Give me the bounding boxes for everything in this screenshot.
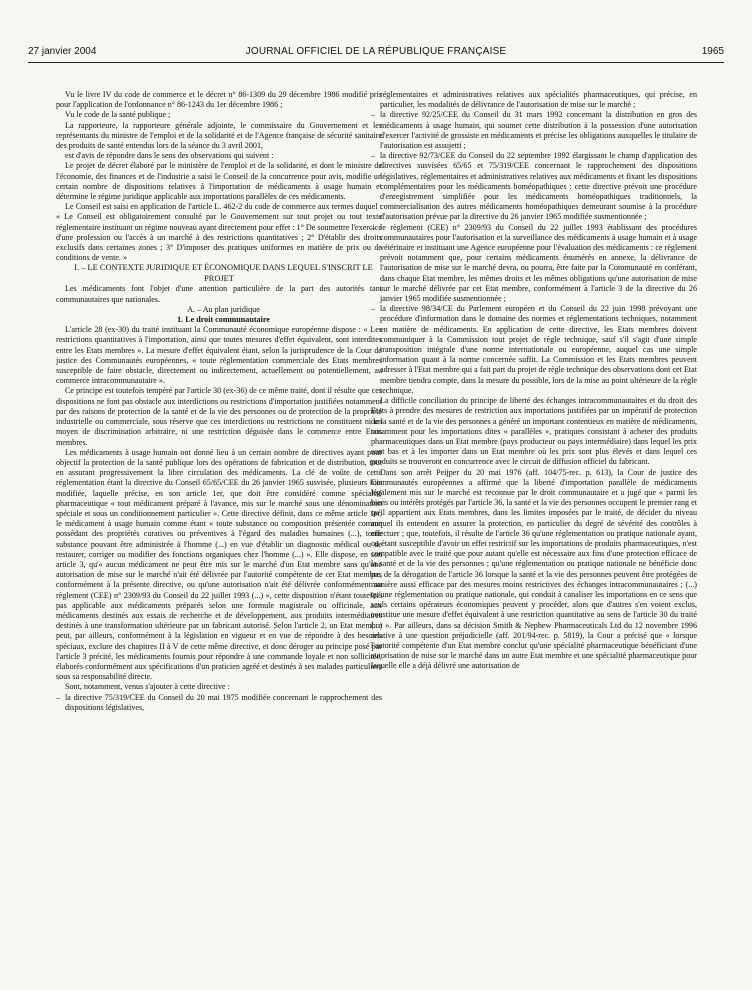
paragraph: Dans son arrêt Peijper du 20 mai 1976 (aff. 104/75-rec. p. 613), la Cour de justice des Communautés européennes a affirmé que la liberté d'importation parallèle de médicaments légalement mis sur le marché est reconnue par le droit communautaire et a jugé que « parmi les biens ou intérêts protégés par l'article 36, la santé et la vie des personnes occupent le premier rang et qu'il appartient aux Etats membres, dans les limites imposées par le traité, de décider du niveau auquel ils entendent en assurer la protection, en particulier du degré de sévérité des contrôles à effectuer ; que, toutefois, il résulte de l'article 36 qu'une réglementation ou pratique nationale ayant, ou étant susceptible d'avoir un effet restrictif sur les importations de produits pharmaceutiques, n'est compatible avec le traité que pour autant qu'elle est nécessaire aux fins d'une protection efficace de la santé et de la vie des personnes ; qu'une réglementation ou pratique nationale ne bénéficie donc pas de la dérogation de l'article 36 lorsque la santé et la vie des personnes peuvent être protégées de manière aussi efficace par des mesures moins restrictives des échanges intracommunautaires ; (...) qu'une réglementation ou pratique nationale, qui conduit à canaliser les importations en ce sens que seuls certains opérateurs économiques peuvent y procéder, alors que d'autres s'en voient exclus, constitue une mesure d'effet équivalent à une restriction quantitative au sens de l'article 30 du traité (...) ». Par ailleurs, dans sa décision Smith & Nephew Pharmaceuticals Ltd du 12 novembre 1996 relative à une question préjudicielle (aff. 201/94-rec. p. 5819), la Cour a précisé que « lorsque l'autorité compétente d'un Etat membre conclut qu'une spécialité pharmaceutique bénéficiant d'une autorisation de mise sur le marché dans un autre Etat membre et une spécialité pharmaceutique pour laquelle elle a déjà délivré une autorisation de	[371, 467, 697, 671]
list-item: – la directive 92/73/CEE du Conseil du 22 septembre 1992 élargissant le champ d'application des directives susvisées 65/65 et 75/319/CEE concernant le rapprochement des dispositions législatives, réglementaires et administratives relatives aux médicaments et fixant les dispositions complémentaires pour les médicaments homéopathiques : cette directive prévoit une procédure d'enregistrement simplifiée pour les médicaments homéopathiques traditionnels, la commercialisation des autres médicaments homéopathiques demeurant soumise à la procédure d'autorisation prévue par la directive du 26 janvier 1965 modifiée susmentionnée ;	[371, 151, 697, 222]
paragraph-continuation: réglementaires et administratives relatives aux spécialités pharmaceutiques, qui précise, en particulier, les modalités de délivrance de l'autorisation de mise sur le marché ;	[380, 90, 697, 110]
page-header	[28, 46, 724, 63]
header-date: 27 janvier 2004	[28, 46, 97, 57]
paragraph: La difficile conciliation du principe de liberté des échanges intracommunautaires et du droit des Etats à prendre des mesures de restriction aux importations justifiées par un impératif de protection de la santé et de la vie des personnes a généré un important contentieux en matière de médicaments, notamment pour les importations dites « parallèles », pratiques consistant à acheter des produits pharmaceutiques dans un Etat membre (pays producteur ou pays intermédiaire) dans lequel les prix sont bas et à les importer dans un Etat membre où les prix sont plus élevés et dans lequel ces produits se trouveront en concurrence avec le circuit de diffusion officiel du fabricant.	[371, 396, 697, 467]
paragraph: La rapporteure, la rapporteure générale adjointe, le commissaire du Gouvernement et les représentants du ministre de l'emploi et de la solidarité et de l'Agence française de sécurité sanitaire des produits de santé entendus lors de la séance du 3 avril 2001,	[56, 120, 382, 151]
journal-title: JOURNAL OFFICIEL DE LA RÉPUBLIQUE FRANÇAISE	[245, 46, 507, 57]
paragraph: Vu le livre IV du code de commerce et le décret n° 86-1309 du 29 décembre 1986 modifié pris pour l'application de l'ordonnance n° 86-1243 du 1er décembre 1986 ;	[56, 90, 382, 110]
list-item: – la directive 92/25/CEE du Conseil du 31 mars 1992 concernant la distribution en gros des médicaments à usage humain, qui soumet cette distribution à la possession d'une autorisation d'exercer l'activité de grossiste en médicaments et précise les obligations auxquelles le titulaire de l'autorisation est assujetti ;	[371, 110, 697, 151]
left-column	[56, 90, 382, 980]
subsection-heading: A. – Au plan juridique	[187, 304, 260, 314]
paragraph: L'article 28 (ex-30) du traité instituant la Communauté économique européenne dispose : « Les restrictions quantitatives à l'importation, ainsi que toutes mesures d'effet équivalent, sont interdites entre les Etats membres ». La mesure d'effet équivalent étant, selon la jurisprudence de la Cour de justice des Communautés européennes, « toute réglementation commerciale des Etats membres susceptible de faire obstacle, directement ou indirectement, actuellement ou potentiellement, au commerce intracommunautaire ».	[56, 325, 382, 386]
directive-list	[371, 110, 697, 396]
section-heading: I. – LE CONTEXTE JURIDIQUE ET ÉCONOMIQUE DANS LEQUEL S'INSCRIT LE PROJET	[74, 263, 373, 283]
paragraph: est d'avis de répondre dans le sens des observations qui suivent :	[65, 151, 274, 161]
paragraph: Le Conseil est saisi en application de l'article L. 462-2 du code de commerce aux termes duquel : « Le Conseil est obligatoirement consulté par le Gouvernement sur tout projet ou tout texte réglementaire instituant un régime nouveau ayant directement pour effet : 1° De soumettre l'exercice d'une profession ou l'accès à un marché à des restrictions quantitatives ; 2° D'établir des droits exclusifs dans certaines zones ; 3° D'imposer des pratiques uniformes en matière de prix ou de conditions de vente. »	[56, 202, 382, 263]
paragraph: Sont, notamment, venus s'ajouter à cette directive :	[65, 682, 230, 692]
paragraph: Les médicaments font l'objet d'une attention particulière de la part des autorités tant communautaires que nationales.	[56, 284, 382, 304]
paragraph: Vu le code de la santé publique ;	[65, 110, 171, 120]
paragraph: Ce principe est toutefois tempéré par l'article 30 (ex-36) de ce même traité, dont il résulte que ces dispositions ne font pas obstacle aux interdictions ou restrictions d'importation justifiées notamment par des raisons de protection de la santé et de la vie des personnes ou de protection de la propriété industrielle ou commerciale, sous réserve que ces interdictions ou restrictions ne constituent ni un moyen de discrimination arbitraire, ni une restriction déguisée dans le commerce entre Etats membres.	[56, 386, 382, 447]
paragraph: Le projet de décret élaboré par le ministère de l'emploi et de la solidarité, et dont le ministre de l'économie, des finances et de l'industrie a saisi le Conseil de la concurrence pour avis, modifie un certain nombre de dispositions relatives à l'importation de médicaments à usage humain et détermine le régime juridique applicable aux importations parallèles de ces médicaments.	[56, 161, 382, 202]
list-item: – la directive 75/319/CEE du Conseil du 20 mai 1975 modifiée concernant le rapprochement des dispositions législatives,	[56, 693, 382, 713]
subsubsection-heading: 1. Le droit communautaire	[177, 315, 270, 325]
paragraph: Les médicaments à usage humain ont donné lieu à un certain nombre de directives ayant pour objectif la protection de la santé publique lors des opérations de fabrication et de distribution, tout en assurant progressivement la libre circulation des médicaments. La clé de voûte de cette réglementation étant la directive du Conseil 65/65/CEE du 26 janvier 1965 susvisée, plusieurs fois modifiée, laquelle précise, en son article 1er, que doit être considéré comme spécialité pharmaceutique « tout médicament préparé à l'avance, mis sur le marché sous une dénomination spéciale et sous un conditionnement particulier ». Cette directive définit, dans ce même article 1er, le médicament à usage humain comme étant « toute substance ou composition présentée comme possédant des propriétés curatives ou préventives à l'égard des maladies humaines (...), toute substance pouvant être administrée à l'homme (...) en vue d'établir un diagnostic médical ou de restaurer, corriger ou modifier des fonctions organiques chez l'homme (...) ». Elle dispose, en son article 3, qu'« aucun médicament ne peut être mis sur le marché d'un Etat membre sans qu'une autorisation de mise sur le marché n'ait été délivrée par l'autorité compétente de cet Etat membre, conformément à la présente directive, ou qu'une autorisation n'ait été délivrée conformément au règlement (CEE) n° 2309/93 du Conseil du 22 juillet 1993 (...) », cette disposition n'étant toutefois pas applicable aux médicaments préparés selon une formule magistrale ou officinale, aux médicaments destinés aux essais de recherche et de développement, aux produits intermédiaires destinés à une transformation ultérieure par un fabricant autorisé. Selon l'article 2, un Etat membre peut, par ailleurs, conformément à la législation en vigueur et en vue de répondre à des besoins spéciaux, exclure des chapitres II à V de cette même directive, et donc déroger au principe posé par l'article 3 précité, les médicaments fournis pour répondre à une commande loyale et non sollicitée, élaborés conformément aux spécifications d'un praticien agréé et destinés à ses malades particuliers sous sa responsabilité directe.	[56, 447, 382, 682]
list-item: – le règlement (CEE) n° 2309/93 du Conseil du 22 juillet 1993 établissant des procédures communautaires pour l'autorisation et la surveillance des médicaments à usage humain et à usage vétérinaire et instituant une Agence européenne pour l'évaluation des médicaments : ce règlement prévoit notamment que, pour certains médicaments énumérés en annexe, la délivrance de l'autorisation de mise sur le marché devra, ou pourra, être faite par la Communauté en conférant, dans chaque Etat membre, les mêmes droits et les mêmes obligations qu'une autorisation de mise sur le marché délivrée par cet Etat membre, conformément à l'article 3 de la directive du 26 janvier 1965 modifiée susmentionnée ;	[371, 223, 697, 305]
directive-list	[56, 693, 382, 713]
list-item: – la directive 98/34/CE du Parlement européen et du Conseil du 22 juin 1998 prévoyant une procédure d'information dans le domaine des normes et réglementations techniques, notamment en matière de médicaments. En application de cette directive, les Etats membres doivent communiquer à la Commission tout projet de règle technique, sauf s'il s'agit d'une simple transposition intégrale d'une norme internationale ou européenne, auquel cas une simple information quant à la norme concernée suffit. La Commission et les Etats membres peuvent adresser à l'Etat membre qui a fait part du projet de règle technique des observations dont cet Etat membre tiendra compte, dans la mesure du possible, lors de la mise au point ultérieure de la règle technique.	[371, 304, 697, 396]
right-column	[371, 90, 697, 980]
page-number: 1965	[701, 46, 724, 57]
